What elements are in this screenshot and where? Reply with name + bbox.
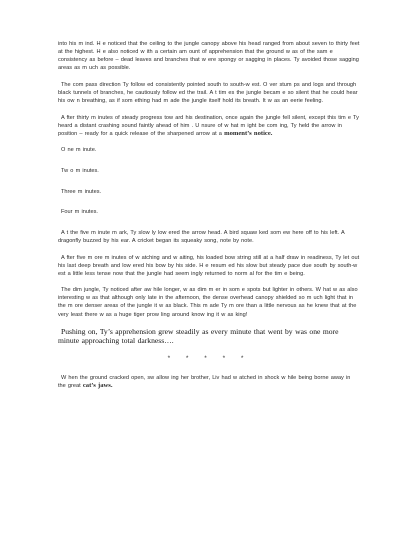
paragraph-one-minute: O ne m inute. — [61, 147, 97, 154]
scene-separator: * * * * * — [167, 355, 251, 363]
paragraph-9: A fter five m ore m inutes of w atching and w aiting, his loaded bow string still at a half draw in readiness, Ty let out his last deep breath and low ered his bow by his side. H e resum ed his slow but steady pace due south by south-w est a little less tense now that the jungle had seem ingly returned to norm al for the tim e being. — [58, 254, 360, 277]
paragraph-1: into his m ind. H e noticed that the ceiling to the jungle canopy above his head ranged from about seven to thirty feet at the highest. H e also noticed w ith a certain am ount of apprehension that the ground w as of the sam e consistency as before – dead leaves and branches that w ere spongy or sagging in places. Ty avoided those sagging areas as m uch as possible. — [58, 41, 360, 72]
paragraph-10: The dim jungle, Ty noticed after aw hile longer, w as dim m er in som e spots but lighter in others. W hat w as also interesting w as that although only late in the afternoon, the dense overhead canopy shielded so m uch light that in the m ore denser areas of the jungle it w as black. This m ade Ty m ore than a little nervous as he knew that at the very least there w as a huge tiger prow ling around know ing it w as king! — [58, 287, 358, 318]
paragraph-3 — [58, 114, 360, 138]
paragraph-four-minutes: Four m inutes. — [61, 209, 98, 216]
paragraph-8: A t the five m inute m ark, Ty slow ly low ered the arrow head. A bird squaw ked som ew here off to his left. A dragonfly buzzed by his ear. A cricket began its squeaky song, note by note. — [58, 229, 345, 244]
paragraph-two-minutes: Tw o m inutes. — [61, 168, 99, 175]
paragraph-12-tail: cat’s jaws. — [82, 382, 113, 390]
paragraph-12-body: W hen the ground cracked open, sw allow ing her brother, Liv had w atched in shock w hile being borne away in the great — [58, 375, 351, 390]
paragraph-3-tail: moment’s notice. — [224, 129, 273, 137]
paragraph-12 — [58, 374, 360, 390]
paragraph-3-body: A fter thirty m inutes of steady progress tow ard his destination, once again the jungle fell silent, except this tim e Ty heard a distant crashing sound faintly ahead of him . U nsure of w hat m ight be com ing, Ty held the arrow in position – ready for a quick release of the sharpened arrow at a — [58, 114, 359, 137]
paragraph-2: The com pass direction Ty follow ed consistently pointed south to south-w est. O ver stum ps and logs and through black tunnels of branches, he cautiously follow ed the trail. A t tim es the jungle becam e so silent that he could hear his ow n breathing, as if som ething had m ade the jungle itself hold its breath. It w as an eerie feeling. — [58, 81, 358, 105]
paragraph-11: Pushing on, Ty’s apprehension grew steadily as every minute that went by was one more minute approaching total darkness…. — [58, 327, 339, 346]
paragraph-three-minutes: Three m inutes. — [61, 188, 102, 195]
